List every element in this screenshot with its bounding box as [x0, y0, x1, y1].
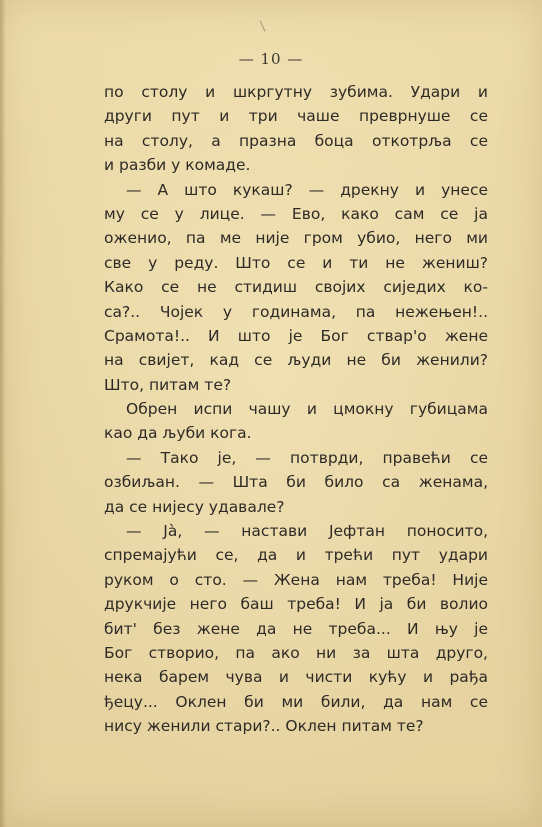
text-line: Како се не стидиш својих сиједих ко- — [104, 278, 488, 297]
text-line: му се у лице. — Ево, како сам се ја — [104, 204, 488, 223]
text-line: ђецу... Оклен би ми били, да нам се — [104, 692, 488, 711]
text-line: оженио, па ме није гром убио, него ми — [104, 229, 488, 248]
text-line: на свијет, кад се људи не би женили? — [104, 351, 488, 370]
ink-mark — [260, 20, 266, 31]
text-line: други пут и три чаше преврнуше се — [104, 107, 488, 126]
text-line: друкчије него баш треба! И ја би волио — [104, 595, 488, 614]
text-line: руком о сто. — Жена нам треба! Није — [104, 570, 488, 589]
text-line: све у реду. Што се и ти не жениш? — [104, 253, 488, 272]
text-line: Бог створио, па ако ни за шта друго, — [104, 643, 488, 662]
text-line: — Тако је, — потврди, правећи се — [126, 448, 488, 467]
text-line: са?.. Чојек у годинама, па нежењен!.. — [104, 302, 488, 321]
page-edge-shadow — [0, 0, 6, 827]
text-line: на столу, а празна боца откотрља се — [104, 131, 488, 150]
text-line: и разби у комаде. — [104, 156, 251, 175]
text-line: као да љуби кога. — [104, 424, 252, 443]
text-line: Што, питам те? — [104, 375, 232, 394]
body-text — [104, 80, 488, 739]
text-line: да се нијесу удавале? — [104, 497, 285, 516]
page-number: — 10 — — [238, 50, 304, 68]
text-line: нису женили стари?.. Оклен питам те? — [104, 717, 424, 736]
text-line: по столу и шкргутну зубима. Удари и — [104, 83, 488, 101]
text-line: Срамота!.. И што је Бог ствар'о жене — [104, 326, 488, 345]
text-line: озбиљан. — Шта би било са женама, — [104, 473, 488, 492]
text-line: бит' без жене да не треба... И њу је — [104, 619, 488, 638]
text-line: — Ја̀, — настави Јефтан поносито, — [126, 522, 488, 541]
text-line: спремајући се, да и трећи пут удари — [104, 546, 488, 565]
text-line: Обрен испи чашу и цмокну губицама — [126, 400, 488, 419]
text-line: нека барем чува и чисти кућу и рађа — [104, 668, 488, 687]
text-line: — А што кукаш? — дрекну и унесе — [126, 180, 488, 199]
